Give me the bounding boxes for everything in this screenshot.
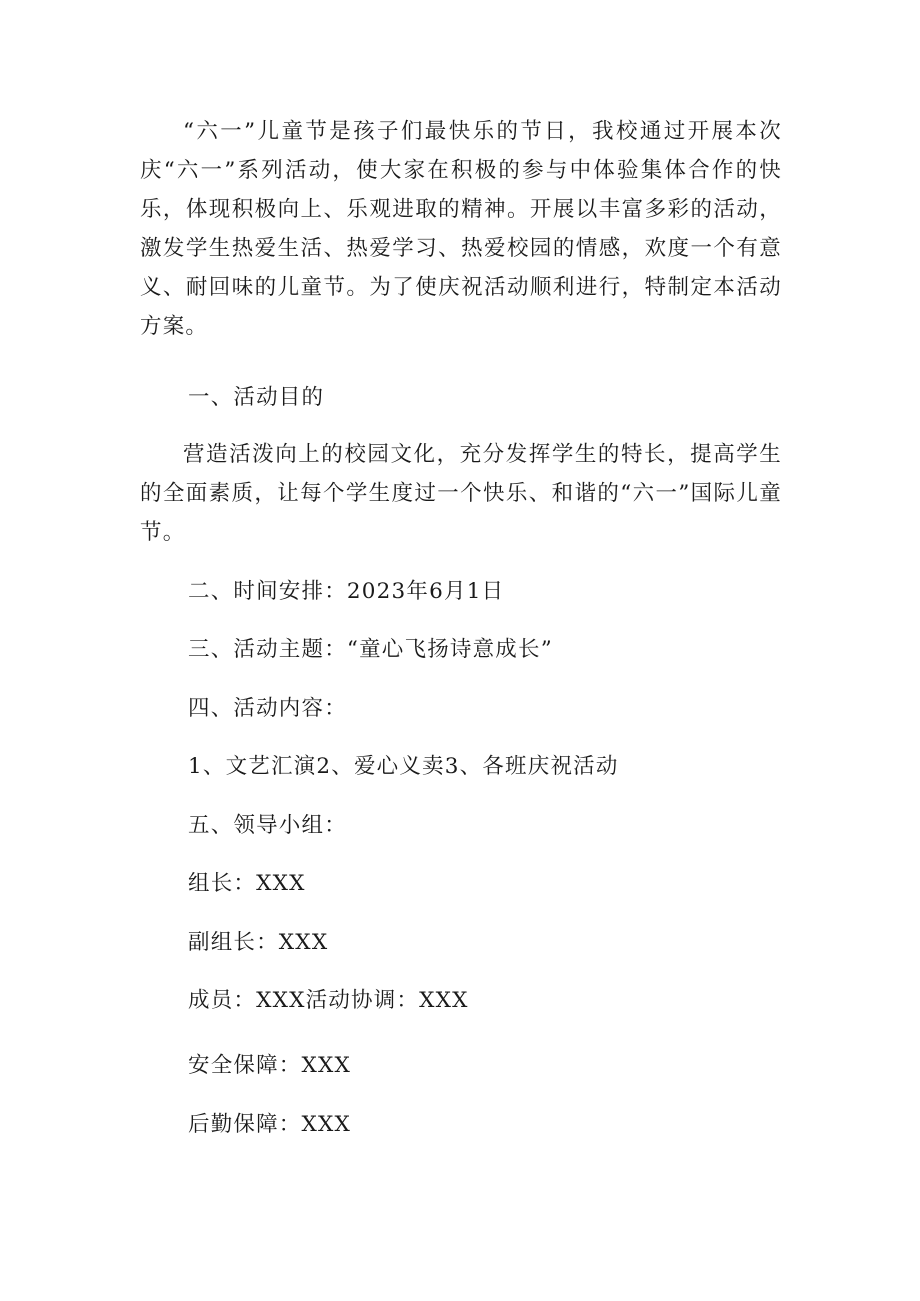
section-heading-content: 四、活动内容： (188, 695, 347, 721)
content-items: 1、文艺汇演2、爱心义卖3、各班庆祝活动 (188, 754, 619, 779)
purpose-paragraph: 营造活泼向上的校园文化，充分发挥学生的特长，提高学生的全面素质，让每个学生度过一个快乐、和谐的“六一”国际儿童节。 (140, 442, 782, 545)
section-heading-purpose: 一、活动目的 (188, 385, 325, 410)
members-line: 成员：XXX活动协调：XXX (188, 988, 469, 1013)
leader-line: 组长：XXX (188, 871, 306, 896)
section-schedule: 二、时间安排：2023年6月1日 (188, 578, 505, 604)
section-theme: 三、活动主题：“童心飞扬诗意成长” (188, 637, 553, 662)
safety-line: 安全保障：XXX (188, 1053, 352, 1078)
logistics-line: 后勤保障：XXX (188, 1111, 352, 1137)
section-heading-leadership: 五、领导小组： (188, 812, 347, 838)
intro-paragraph: “六一”儿童节是孩子们最快乐的节日，我校通过开展本次庆“六一”系列活动，使大家在积极的参与中体验集体合作的快乐，体现积极向上、乐观进取的精神。开展以丰富多彩的活动，激发学生热爱生活、热爱学习、热爱校园的情感，欢度一个有意义、耐回味的儿童节。为了使庆祝活动顺利进行，特制定本活动方案。 (140, 119, 782, 339)
deputy-leader-line: 副组长：XXX (188, 929, 329, 955)
